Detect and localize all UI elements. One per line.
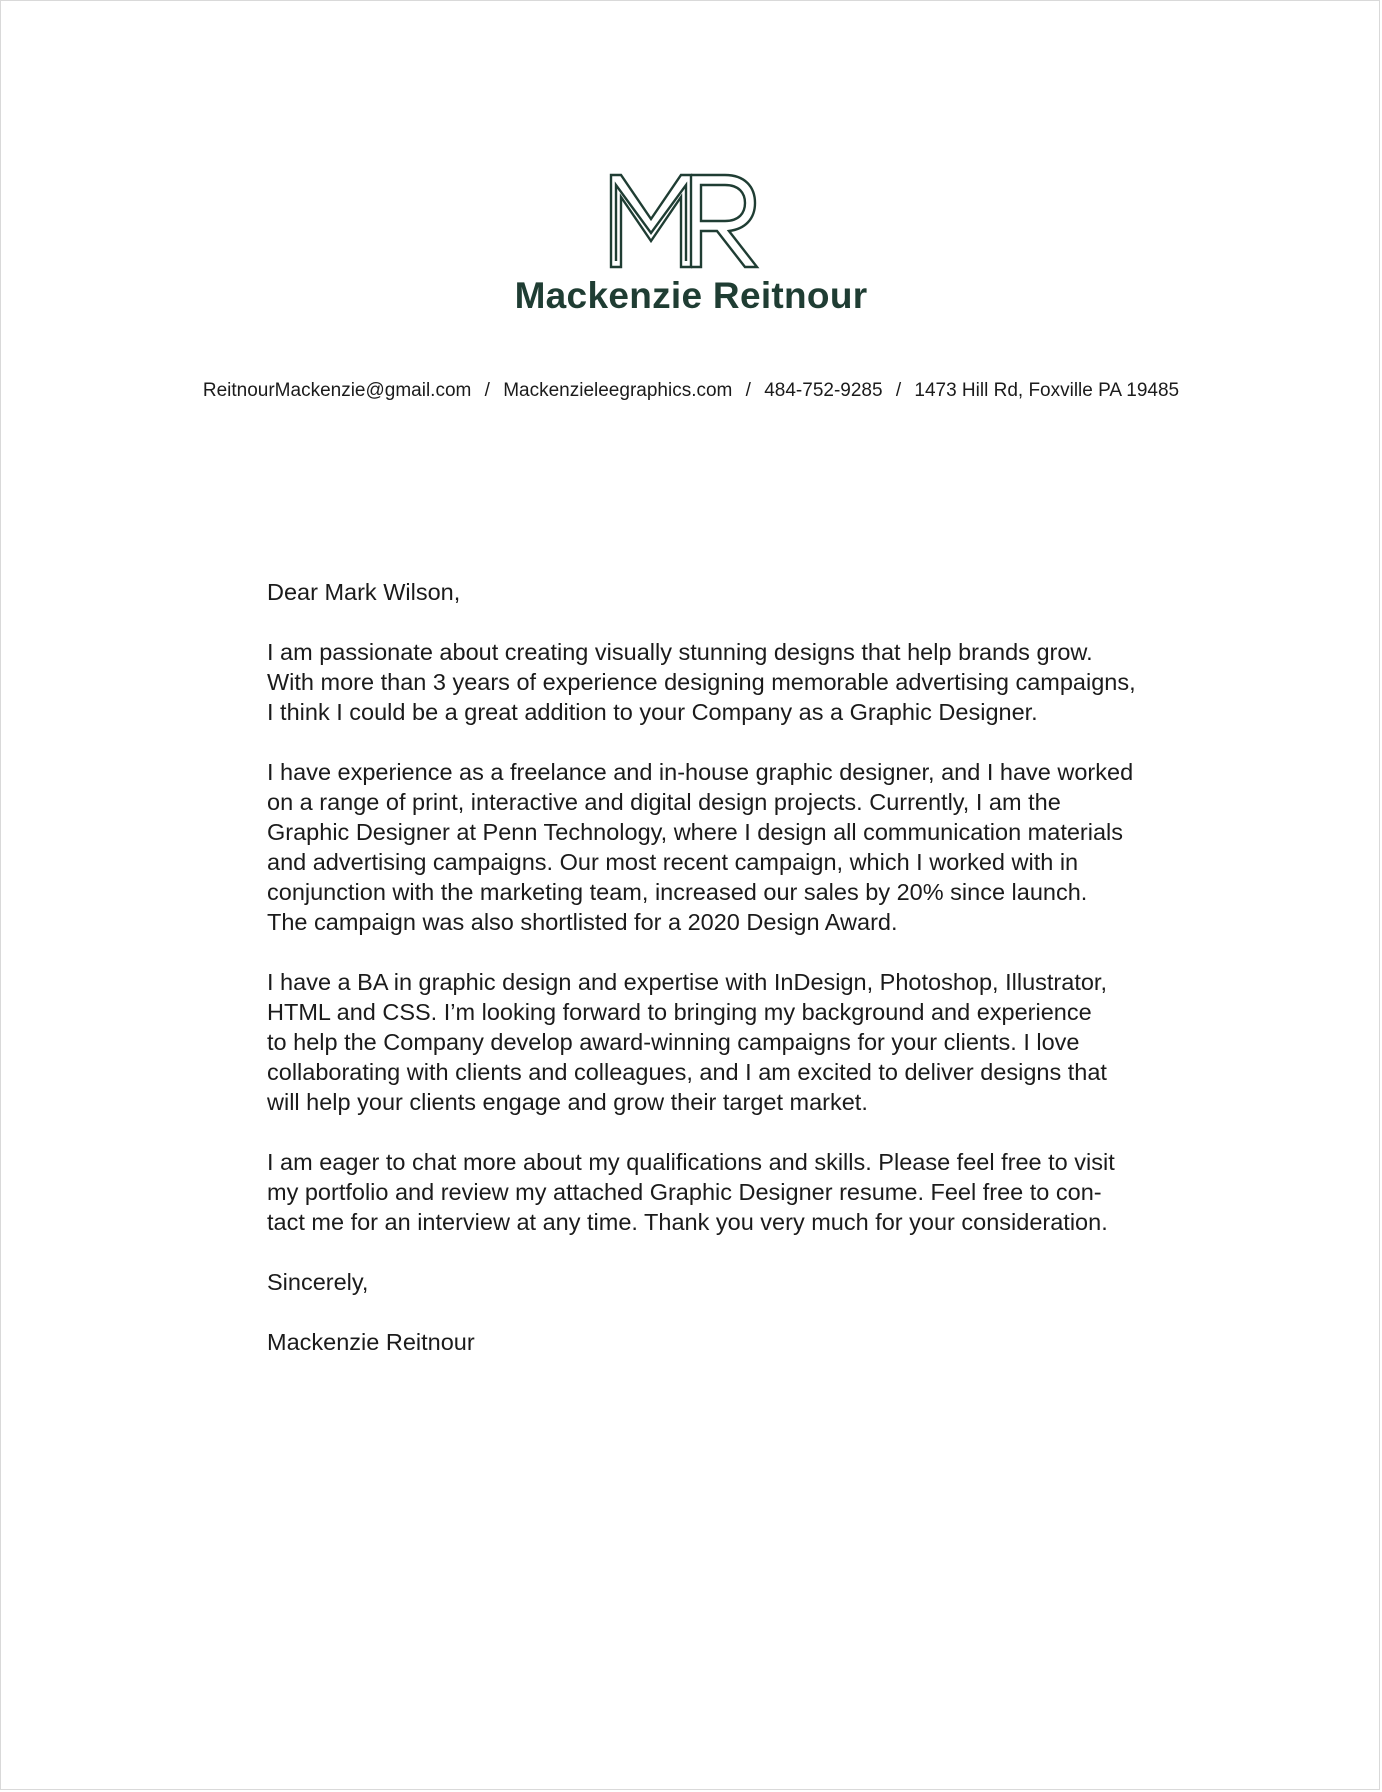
paragraph-line: I am eager to chat more about my qualifications and skills. Please feel free to visit: [267, 1149, 1115, 1175]
paragraph-line: will help your clients engage and grow their target market.: [267, 1089, 868, 1115]
letter-body: [267, 577, 1136, 1387]
paragraph-intro: [267, 637, 1136, 727]
closing: Sincerely,: [267, 1269, 369, 1295]
paragraph-line: The campaign was also shortlisted for a 2020 Design Award.: [267, 909, 898, 935]
paragraph-closing: [267, 1147, 1127, 1237]
monogram-logo: [607, 171, 761, 271]
paragraph-line: HTML and CSS. I’m looking forward to bringing my background and experience: [267, 999, 1092, 1025]
paragraph-line: I think I could be a great addition to your Company as a Graphic Designer.: [267, 699, 1038, 725]
contact-website[interactable]: Mackenzieleegraphics.com: [503, 380, 733, 401]
paragraph-line: my portfolio and review my attached Graphic Designer resume. Feel free to con-: [267, 1179, 1102, 1205]
paragraph-line: With more than 3 years of experience designing memorable advertising campaigns,: [267, 669, 1136, 695]
contact-separator: /: [745, 380, 751, 401]
contact-email[interactable]: ReitnourMackenzie@gmail.com: [202, 380, 472, 401]
contact-address: 1473 Hill Rd, Foxville PA 19485: [914, 380, 1180, 401]
paragraph-line: tact me for an interview at any time. Thank you very much for your consideration.: [267, 1209, 1108, 1235]
contact-separator: /: [484, 380, 490, 401]
contact-line: [1, 379, 1381, 403]
paragraph-line: conjunction with the marketing team, increased our sales by 20% since launch.: [267, 879, 1088, 905]
signature: Mackenzie Reitnour: [267, 1329, 475, 1355]
paragraph-line: on a range of print, interactive and digital design projects. Currently, I am the: [267, 789, 1061, 815]
paragraph-line: I have a BA in graphic design and expertise with InDesign, Photoshop, Illustrator,: [267, 969, 1107, 995]
paragraph-education: [267, 967, 1127, 1117]
paragraph-line: I have experience as a freelance and in-house graphic designer, and I have worked: [267, 759, 1134, 785]
contact-phone[interactable]: 484-752-9285: [764, 380, 883, 401]
paragraph-experience: [267, 757, 1134, 937]
paragraph-line: collaborating with clients and colleagues, and I am excited to deliver designs that: [267, 1059, 1107, 1085]
paragraph-line: I am passionate about creating visually stunning designs that help brands grow.: [267, 639, 1093, 665]
contact-separator: /: [895, 380, 902, 401]
paragraph-line: and advertising campaigns. Our most recent campaign, which I worked with in: [267, 849, 1079, 875]
letterhead-name: Mackenzie Reitnour: [514, 275, 868, 316]
salutation: Dear Mark Wilson,: [267, 579, 461, 605]
paragraph-line: Graphic Designer at Penn Technology, where I design all communication materials: [267, 819, 1124, 845]
paragraph-line: to help the Company develop award-winning campaigns for your clients. I love: [267, 1029, 1080, 1055]
